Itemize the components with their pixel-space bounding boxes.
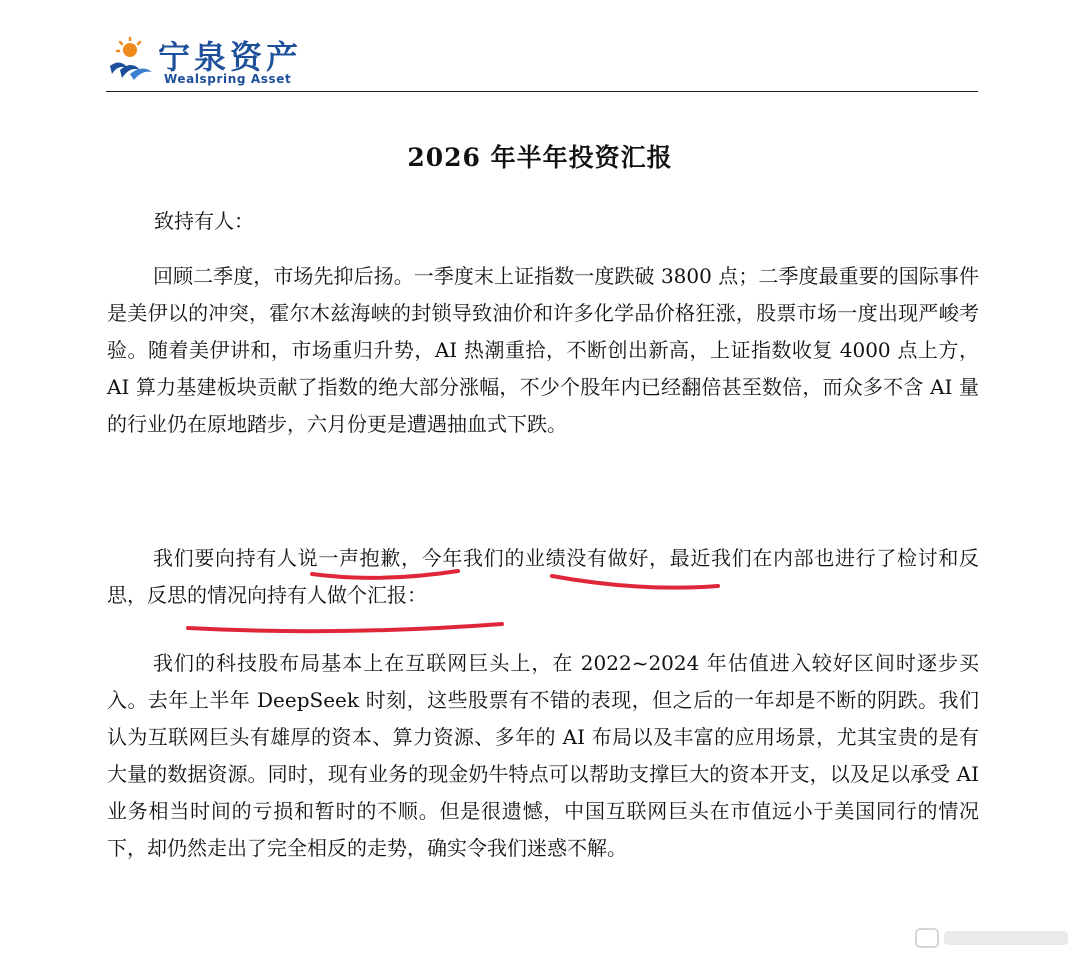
paragraph-apology: 我们要向持有人说一声抱歉，今年我们的业绩没有做好，最近我们在内部也进行了检讨和反思，反思的情况向持有人做个汇报： [107, 546, 979, 607]
wealspring-logo-icon [106, 36, 156, 82]
letterhead [106, 30, 978, 92]
logo-chinese-name: 宁泉资产 [158, 38, 303, 76]
paragraph-market-review: 回顾二季度，市场先抑后扬。一季度末上证指数一度跌破 3800 点；二季度最重要的国际事件是美伊以的冲突，霍尔木兹海峡的封锁导致油价和许多化学品价格狂涨，股票市场一度出现严峻考验。随着美伊讲和，市场重归升势，AI 热潮重拾，不断创出新高，上证指数收复 4000 点上方，AI 算力基建板块贡献了指数的绝大部分涨幅，不少个股年内已经翻倍甚至数倍，而众多不含 AI 量的行业仍在原地踏步，六月份更是遭遇抽血式下跌。 [107, 264, 979, 436]
watermark-icon [914, 925, 1074, 951]
salutation: 致持有人： [154, 209, 254, 233]
document-title: 2026 年半年投资汇报 [407, 143, 673, 172]
logo-english-name: Wealspring Asset [164, 72, 292, 86]
header-divider [106, 91, 978, 92]
paragraph-tech-holdings: 我们的科技股布局基本上在互联网巨头上，在 2022~2024 年估值进入较好区间时逐步买入。去年上半年 DeepSeek 时刻，这些股票有不错的表现，但之后的一年却是不断的阴跌。我们认为互联网巨头有雄厚的资本、算力资源、多年的 AI 布局以及丰富的应用场景，尤其宝贵的是有大量的数据资源。同时，现有业务的现金奶牛特点可以帮助支撑巨大的资本开支，以及足以承受 AI 业务相当时间的亏损和暂时的不顺。但是很遗憾，中国互联网巨头在市值远小于美国同行的情况下，却仍然走出了完全相反的走势，确实令我们迷惑不解。 [107, 651, 979, 860]
underline-reflection [188, 624, 502, 631]
